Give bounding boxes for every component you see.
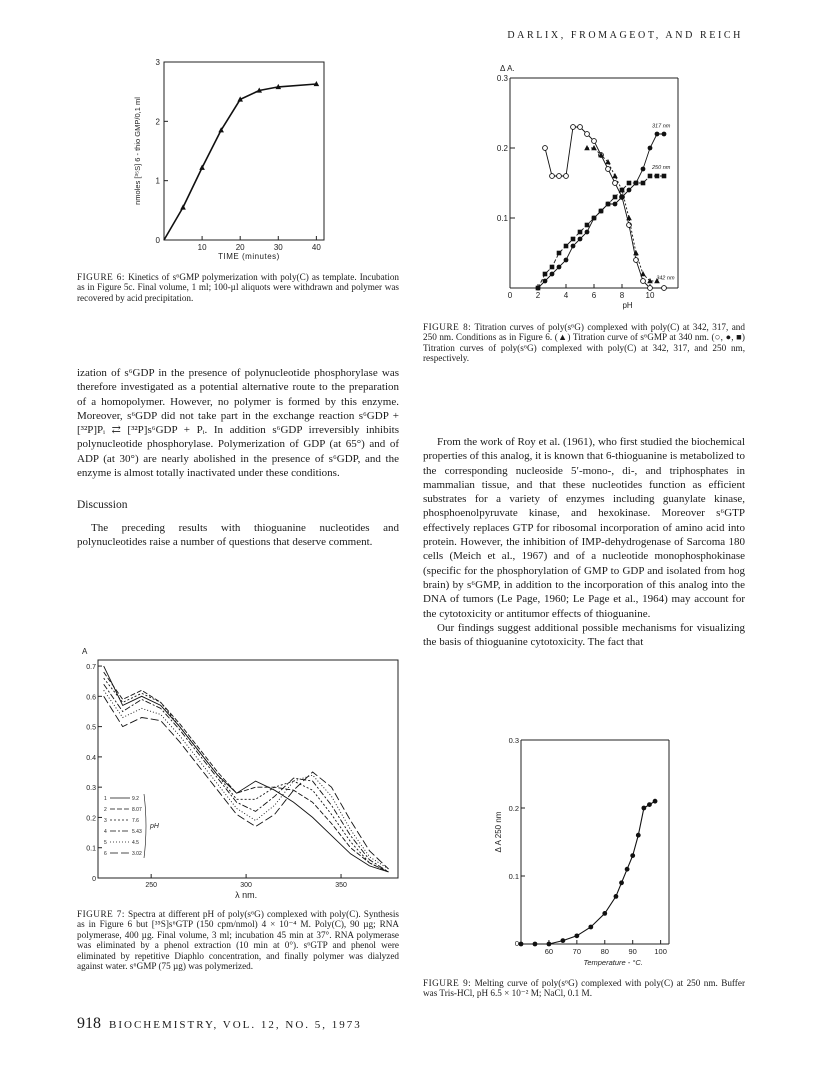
data-point <box>550 174 555 179</box>
y-tick-label: 0.3 <box>86 785 96 793</box>
series-label: 317 nm <box>652 123 671 130</box>
data-point <box>585 230 590 235</box>
legend-ph-value: 3.02 <box>132 851 142 857</box>
x-tick-label: 350 <box>335 882 347 889</box>
data-point <box>578 237 583 242</box>
data-point <box>627 181 632 186</box>
x-tick-label: 80 <box>600 947 609 956</box>
legend-ph-value: 9.2 <box>132 796 139 802</box>
figure-7-chart <box>78 640 408 902</box>
data-point <box>613 195 618 200</box>
right-column <box>423 435 745 649</box>
legend-ph-value: 4.5 <box>132 840 139 846</box>
x-tick-label: 70 <box>572 947 582 956</box>
x-tick-label: 8 <box>619 291 625 300</box>
data-point <box>550 265 555 270</box>
data-point <box>547 942 552 947</box>
y-tick-label: 0.3 <box>508 736 519 745</box>
data-point <box>585 132 590 137</box>
figure-9-caption-text: Melting curve of poly(s⁶G) complexed with poly(C) at 250 nm. Buffer was Tris-HCl, pH 6.5 × 10⁻² M; NaCl, 0.1 M. <box>423 978 745 999</box>
x-axis-label: pH <box>622 301 633 310</box>
right-paragraph-1: From the work of Roy et al. (1961), who first studied the biochemical properties of this analog, it is known that 6-thioguanine is metabolized to the corresponding nucleoside 5′-mono-, di-, and triphosphates in mammalian tissue, and that these nucleotides function as efficient substrates for a variety of enzymes including guanylate kinase, phosphoenolpyruvate kinase, and hexokinase. Moreover s⁶GTP effectively replaces GTP for ribosomal incorporation of amino acid into protein. However, the inhibition of IMP-dehydrogenase of Sarcoma 180 cells (Meich et al., 1967) and of a nucleotide monophosphokinase (specific for the phosphorylation of GMP to GDP and isolated from hog brain) by s⁶GMP, in addition to the incorporation of this analog into the DNA of tumors (Le Page, 1960; Le Page et al., 1964) may account for the cytotoxicity or antitumor effects of thioguanine. <box>423 436 745 620</box>
figure-9-chart <box>485 730 685 970</box>
data-point <box>557 265 562 270</box>
data-point <box>614 894 619 899</box>
y-tick-label: 0.2 <box>508 804 519 813</box>
x-axis-label: λ nm. <box>235 890 258 900</box>
y-axis-label: Δ A 250 nm <box>494 811 503 853</box>
x-tick-label: 250 <box>145 882 158 889</box>
x-tick-label: 6 <box>591 291 597 300</box>
data-point <box>543 146 548 151</box>
y-tick-label: 0.1 <box>508 872 519 881</box>
data-point <box>564 258 569 263</box>
data-point <box>574 933 579 938</box>
figure-6-label: FIGURE 6: <box>77 272 125 282</box>
y-tick-label: 3 <box>155 58 160 67</box>
y-tick-label: 1 <box>155 176 160 186</box>
figure-8-chart <box>480 54 688 316</box>
x-tick-label: 90 <box>628 947 637 956</box>
x-tick-label: 0 <box>507 291 513 300</box>
y-tick-label: 0 <box>155 236 160 245</box>
data-point <box>557 174 562 179</box>
y-axis-label: Δ A. <box>500 64 515 73</box>
data-point <box>592 216 597 221</box>
legend-ph-value: 7.6 <box>132 818 139 824</box>
x-tick-label: 2 <box>535 291 541 300</box>
plot-frame <box>164 62 324 240</box>
figure-6-caption-text: Kinetics of s⁶GMP polymerization with poly(C) as template. Incubation as in Figure 5c. Final volume, 1 ml; 100-µl aliquots were withdrawn and polymer was recovered by acid precipitation. <box>77 272 400 303</box>
x-tick-label: 300 <box>240 882 252 889</box>
data-point <box>641 279 646 284</box>
y-axis-label: A <box>82 647 88 656</box>
data-point <box>557 251 562 256</box>
page-footer <box>77 1015 362 1033</box>
data-point <box>655 174 660 179</box>
figure-7-caption-text: Spectra at different pH of poly(s⁶G) complexed with poly(C). Synthesis as in Figure 6 but [³⁵S]s⁶GTP (150 cpm/nmol) 4 × 10⁻⁴ M. Poly(C), 90 µg; RNA polymerase, 400 µg. Final volume, 3 ml; incubation 45 min at 37°. RNA polymerase was eliminated by a phenol extraction (10 min at 0°). s⁶GTP and phenol were eliminated by repetitive Diaphlo concentration, and finally polymer was dialyzed against water. s⁶GMP (75 µg) was polymerized. <box>77 909 399 972</box>
x-tick-label: 20 <box>235 243 245 252</box>
data-point <box>655 132 660 137</box>
series-label: 342 nm <box>656 275 675 282</box>
y-axis-label: nmoles [³⁵S] 6 - thio GMP/0,1 ml <box>133 97 142 205</box>
data-point <box>588 925 593 930</box>
data-point <box>647 802 652 807</box>
figure-7-label: FIGURE 7: <box>77 909 125 919</box>
data-point <box>641 806 646 811</box>
y-origin-label: 0 <box>514 939 519 948</box>
data-point <box>627 223 632 228</box>
x-tick-label: 4 <box>563 291 569 300</box>
data-point <box>612 173 618 178</box>
x-tick-label: 30 <box>273 243 283 252</box>
data-point <box>602 911 607 916</box>
kinetics-line <box>164 84 316 240</box>
left-column <box>77 366 399 549</box>
data-point <box>640 271 646 276</box>
data-point <box>641 181 646 186</box>
data-point <box>653 799 658 804</box>
legend-number: 3 <box>104 818 107 824</box>
data-point <box>536 286 541 291</box>
journal-citation: BIOCHEMISTRY, VOL. 12, NO. 5, 1973 <box>109 1019 362 1031</box>
data-point <box>550 272 555 277</box>
legend-brace <box>144 794 146 858</box>
data-point <box>571 244 576 249</box>
legend-number: 2 <box>104 807 107 813</box>
data-point <box>662 286 667 291</box>
figure-8-caption-text: Titration curves of poly(s⁶G) complexed with poly(C) at 342, 317, and 250 nm. Conditions as in Figure 6. (▲) Titration curve of s⁶GMP at 340 nm. (○, ●, ■) Titration curves of poly(s⁶G) complexed with poly(C) at 342, 317, and 250 nm, respectively. <box>423 322 745 364</box>
figure-6-chart <box>128 50 338 265</box>
figure-8-label: FIGURE 8: <box>423 322 472 332</box>
legend-number: 5 <box>104 840 107 846</box>
data-point <box>606 167 611 172</box>
spectrum-line <box>104 696 389 869</box>
x-tick-label: 10 <box>197 243 207 252</box>
figure-9-label: FIGURE 9: <box>423 978 472 988</box>
data-point <box>564 174 569 179</box>
spectrum-line <box>104 678 389 872</box>
y-tick-label: 0 <box>92 876 96 883</box>
data-point <box>613 181 618 186</box>
figure-9-caption <box>423 978 745 999</box>
data-point <box>599 209 604 214</box>
data-point <box>560 938 565 943</box>
legend-number: 1 <box>104 796 107 802</box>
data-point <box>578 125 583 130</box>
section-heading: Discussion <box>77 499 128 512</box>
running-head: DARLIX, FROMAGEOT, AND REICH <box>507 30 743 41</box>
x-axis-label: Temperature - °C. <box>583 958 643 967</box>
data-point <box>592 139 597 144</box>
y-tick-label: 0.3 <box>496 74 508 83</box>
x-axis-label: TIME (minutes) <box>218 252 280 261</box>
legend-ph-value: 8.07 <box>132 807 142 813</box>
data-point <box>585 223 590 228</box>
figure-6-caption <box>77 272 399 303</box>
x-tick-label: 10 <box>645 291 655 300</box>
x-tick-label: 40 <box>311 243 321 252</box>
data-point <box>641 167 646 172</box>
data-point <box>605 159 611 164</box>
x-tick-label: 60 <box>544 947 554 956</box>
data-point <box>571 125 576 130</box>
data-point <box>519 942 524 947</box>
left-paragraph-1: ization of s⁶GDP in the presence of polynucleotide phosphorylase was therefore investigated as a potential alternative route to the preparation of a homopolymer. However, no polymer is formed by this enzyme. Moreover, s⁶GDP did not take part in the exchange reaction s⁶GDP + [³²P]Pᵢ ⇄ [³²P]s⁶GDP + Pᵢ. In addition s⁶GDP irreversibly inhibits polynucleotide phosphorylase. Polymerization of GDP (at 65°) and of ADP (at 30°) are nearly abolished in the presence of s⁶GDP, and the enzyme is almost totally inactivated under these conditions. <box>77 367 399 480</box>
figure-7-caption <box>77 909 399 971</box>
data-point <box>543 272 548 277</box>
legend-number: 6 <box>104 851 107 857</box>
data-point <box>648 286 653 291</box>
melting-curve <box>521 801 655 944</box>
legend-ph-value: 5.43 <box>132 829 142 835</box>
plot-frame <box>98 660 398 878</box>
legend-title: pH <box>150 823 159 830</box>
series-label: 250 nm <box>652 164 671 171</box>
spectrum-line <box>104 684 389 872</box>
data-point <box>625 867 630 872</box>
left-paragraph-2: The preceding results with thioguanine nucleotides and polynucleotides raise a number of questions that deserve comment. <box>77 521 399 548</box>
y-tick-label: 0.1 <box>496 214 508 223</box>
data-point <box>636 833 641 838</box>
data-point <box>606 202 611 207</box>
data-point <box>180 204 186 209</box>
data-point <box>627 188 632 193</box>
y-tick-label: 2 <box>155 117 160 127</box>
data-point <box>648 174 653 179</box>
legend-number: 4 <box>104 829 107 835</box>
series-line <box>538 176 664 288</box>
y-tick-label: 0.7 <box>86 664 96 672</box>
right-paragraph-2: Our findings suggest additional possible mechanisms for visualizing the basis of thioguanine cytotoxicity. The fact that <box>423 621 745 649</box>
y-tick-label: 0.6 <box>86 694 96 702</box>
page-number: 918 <box>77 1015 101 1032</box>
data-point <box>578 230 583 235</box>
figure-8-caption <box>423 322 745 364</box>
data-point <box>533 942 538 947</box>
spectrum-line <box>104 690 389 869</box>
data-point <box>662 132 667 137</box>
y-tick-label: 0.4 <box>86 754 96 762</box>
x-tick-label: 100 <box>654 947 667 956</box>
data-point <box>619 880 624 885</box>
y-tick-label: 0.5 <box>86 724 96 732</box>
y-tick-label: 0.1 <box>86 845 96 853</box>
y-tick-label: 0.2 <box>496 144 508 153</box>
y-tick-label: 0.2 <box>86 815 96 823</box>
data-point <box>648 146 653 151</box>
data-point <box>613 202 618 207</box>
data-point <box>634 181 639 186</box>
data-point <box>543 279 548 284</box>
data-point <box>571 237 576 242</box>
data-point <box>630 853 635 858</box>
data-point <box>564 244 569 249</box>
data-point <box>662 174 667 179</box>
